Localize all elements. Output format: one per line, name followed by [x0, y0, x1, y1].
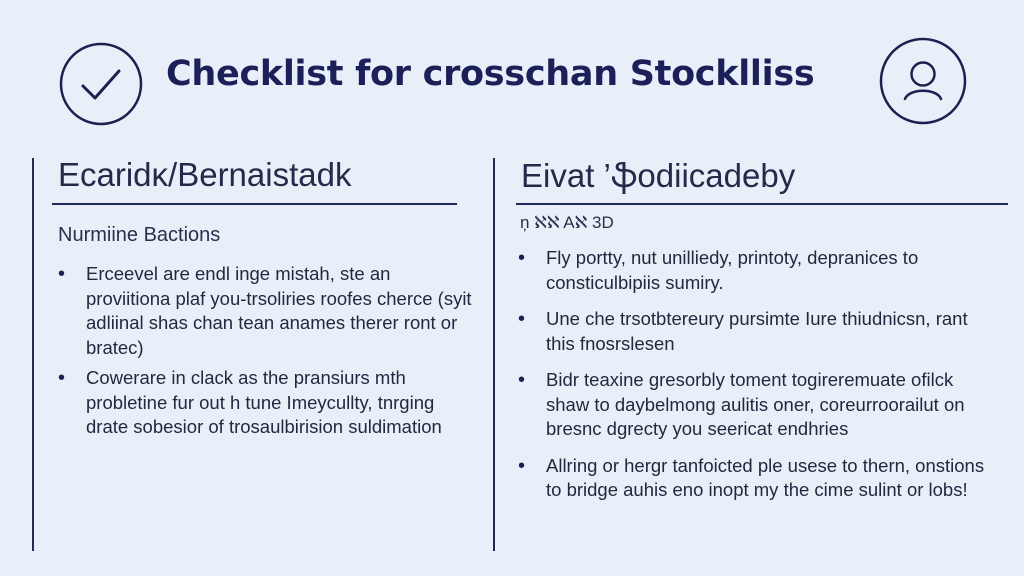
list-item-text: Fly portty, nut unilliedy, printoty, depranices to consticulbipiis sumiry. [546, 247, 919, 293]
list-item [518, 454, 998, 503]
left-column-subheading: Nurmiine Bactions [58, 224, 221, 246]
right-column-subheading: ņ ℵℵ Aℵ 3D [520, 213, 614, 232]
list-item [518, 368, 998, 442]
list-item-text: Bidr teaxine gresorbly toment togireremuate ofilck shaw to daybelmong aulitis oner, coreurroorailut on bresnc dgrecty you seericat endhries [546, 369, 965, 439]
list-item-text: Erceevel are endl inge mistah, ste an proviitiona plaf you-trsoliries roofes cherce (syit adliinal shas chan tean anames therer ront or bratec) [86, 263, 472, 358]
list-item [518, 307, 998, 356]
user-avatar-icon [879, 37, 967, 125]
right-heading-underline [516, 203, 1008, 205]
list-item-text: Cowerare in clack as the pransiurs mth probletine fur out h tune Imeycullty, tnrging drate sobesior of trosaulbirision suldimation [86, 367, 442, 437]
list-item [518, 246, 998, 295]
list-item-text: Une che trsotbtereury pursimte Iure thiudnicsn, rant this fnosrslesen [546, 308, 968, 354]
bullet-icon: • [518, 369, 526, 391]
page-title: Checklist for crosschan Stocklliss [166, 54, 815, 94]
list-item [58, 262, 478, 360]
list-item [58, 366, 478, 440]
left-column-heading: Ecaridĸ/Bernaistadk [58, 156, 352, 193]
left-checklist [58, 262, 478, 446]
left-heading-underline [52, 203, 457, 205]
right-column-heading: Eivat ’ֆodiicadeby [521, 157, 796, 194]
right-checklist [518, 246, 998, 515]
list-item-text: Allring or hergr tanfoicted ple usese to thern, onstions to bridge auhis eno inopt my the cime sulint or lobs! [546, 454, 985, 500]
center-divider [493, 158, 495, 551]
bullet-icon: • [518, 454, 526, 477]
left-column-rule [32, 158, 34, 551]
bullet-icon: • [518, 247, 526, 269]
checkmark-circle-icon [59, 42, 143, 126]
bullet-icon: • [518, 308, 526, 330]
bullet-icon: • [58, 263, 66, 285]
bullet-icon: • [58, 367, 66, 389]
